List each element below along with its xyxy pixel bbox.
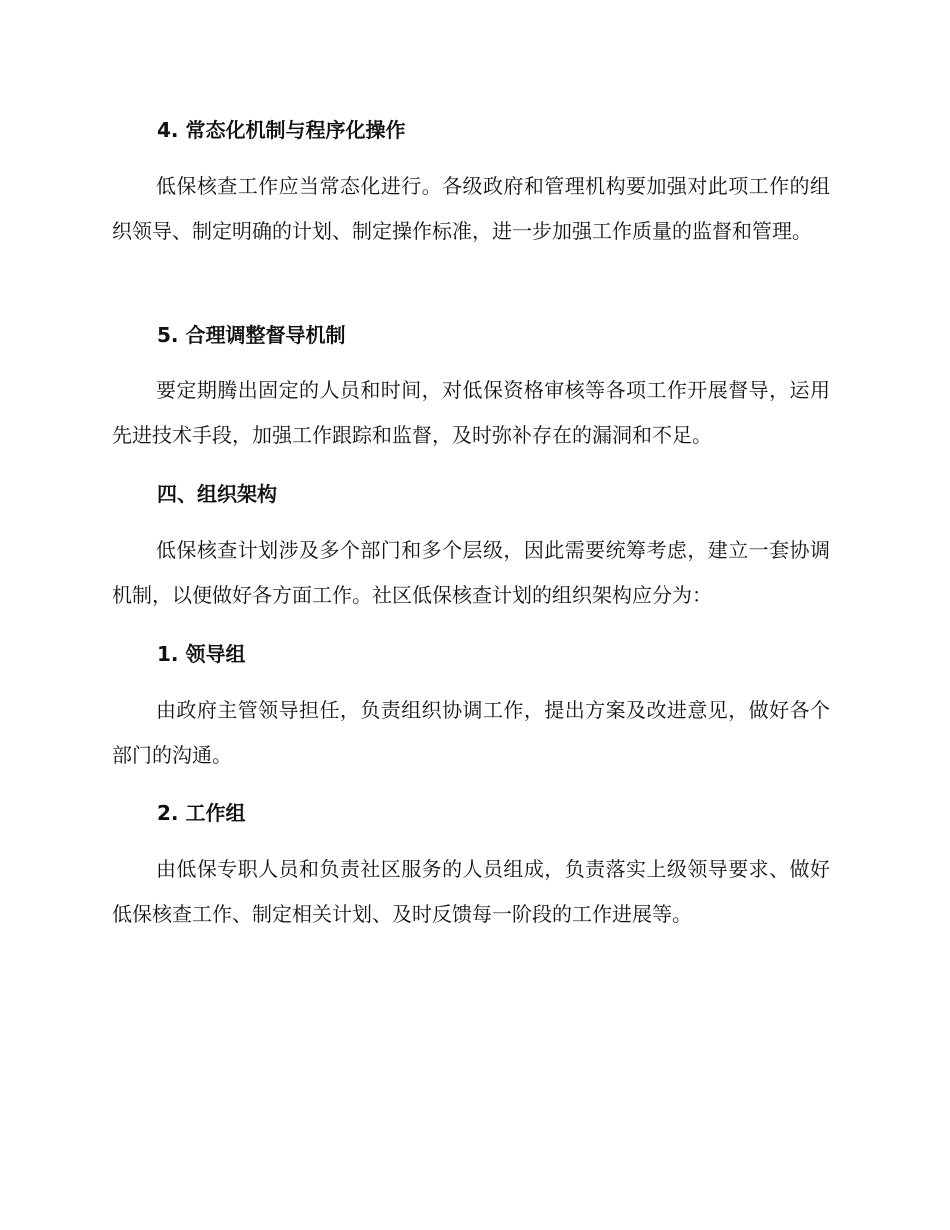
section-paragraph-work: 由低保专职人员和负责社区服务的人员组成，负责落实上级领导要求、做好低保核查工作、制定相关计划、及时反馈每一阶段的工作进展等。 xyxy=(112,857,830,926)
section-paragraph-4: 低保核查工作应当常态化进行。各级政府和管理机构要加强对此项工作的组织领导、制定明确的计划、制定操作标准，进一步加强工作质量的监督和管理。 xyxy=(112,174,830,243)
section-heading-org: 四、组织架构 xyxy=(157,482,277,506)
section-heading-5: 5. 合理调整督导机制 xyxy=(157,323,346,347)
section-heading-4: 4. 常态化机制与程序化操作 xyxy=(157,118,406,142)
section-paragraph-org: 低保核查计划涉及多个部门和多个层级，因此需要统筹考虑，建立一套协调机制，以便做好各方面工作。社区低保核查计划的组织架构应分为： xyxy=(112,538,830,607)
section-paragraph-5: 要定期腾出固定的人员和时间，对低保资格审核等各项工作开展督导，运用先进技术手段，加强工作跟踪和监督，及时弥补存在的漏洞和不足。 xyxy=(112,378,830,447)
section-heading-leader: 1. 领导组 xyxy=(157,642,246,666)
section-paragraph-leader: 由政府主管领导担任，负责组织协调工作，提出方案及改进意见，做好各个部门的沟通。 xyxy=(112,698,830,767)
section-heading-work: 2. 工作组 xyxy=(157,801,246,825)
